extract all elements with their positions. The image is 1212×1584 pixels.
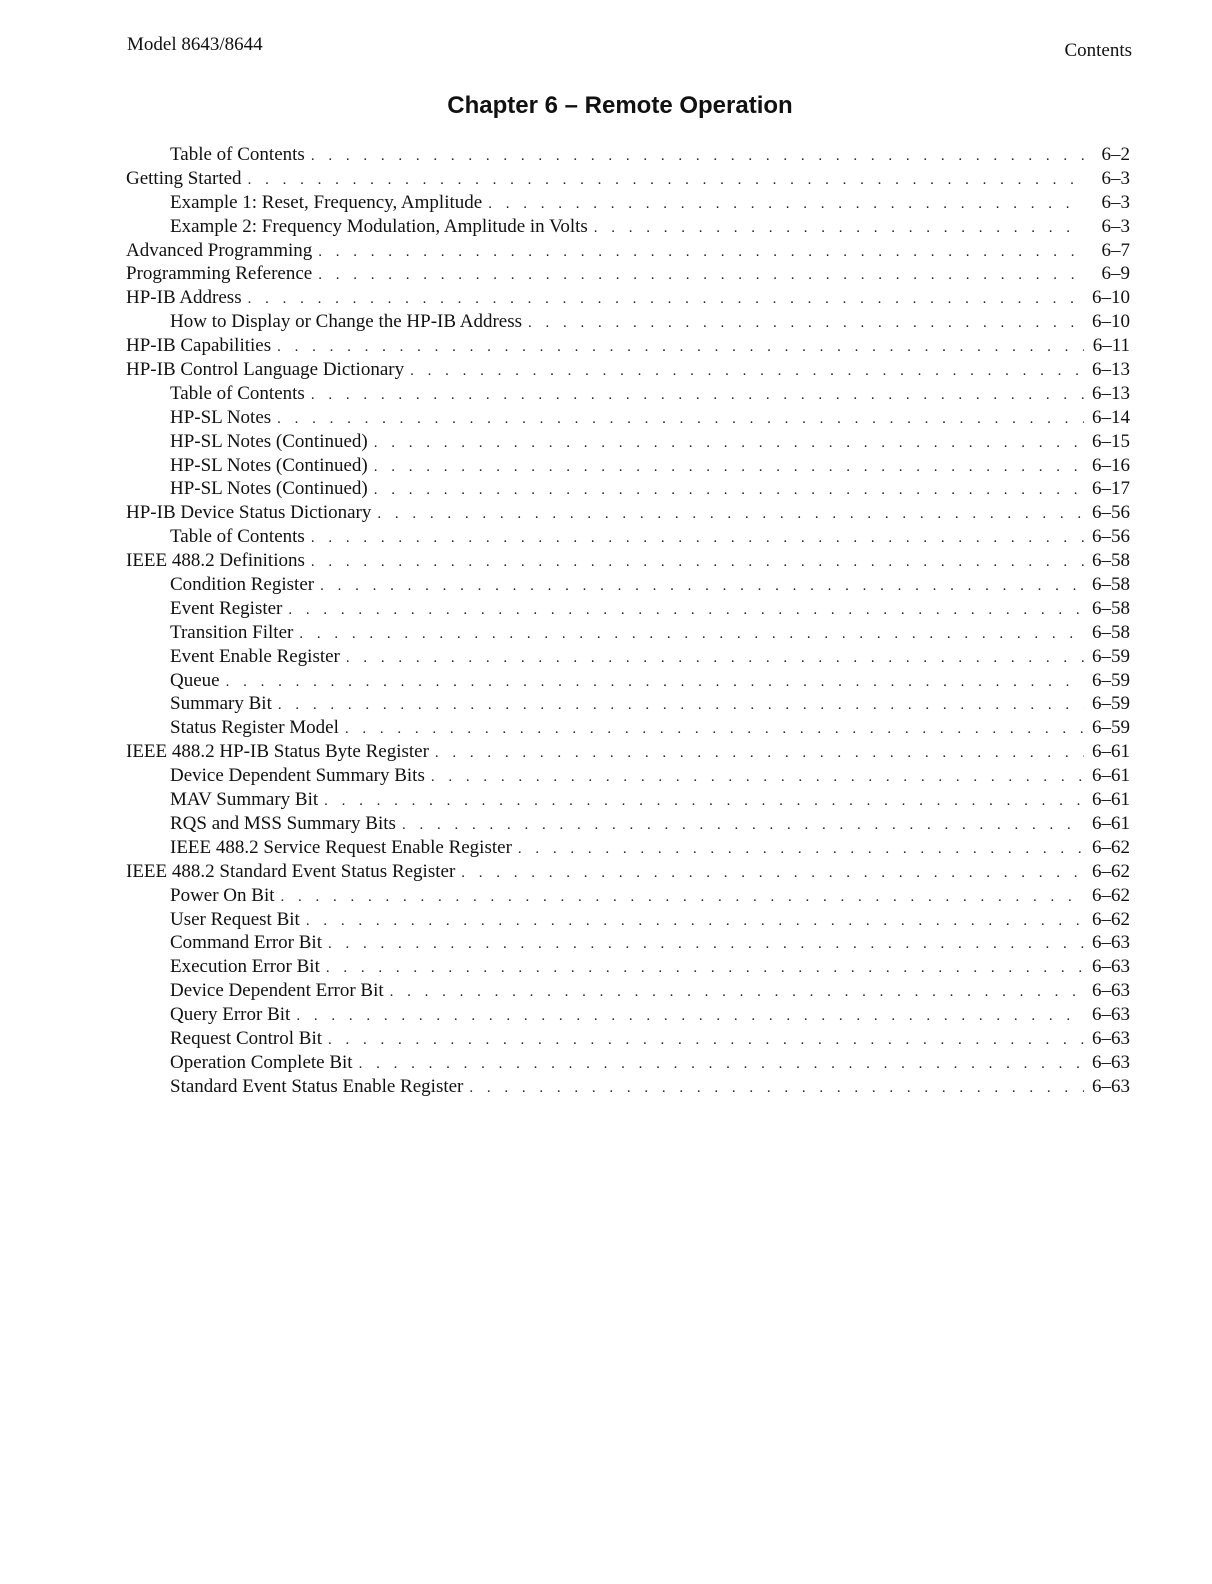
toc-entry-title: Table of Contents (170, 526, 305, 548)
toc-entry-title: HP-IB Capabilities (126, 335, 272, 357)
toc-entry[interactable] (122, 788, 1130, 812)
toc-entry-title: HP-SL Notes (Continued) (170, 430, 368, 452)
toc-entry-title: IEEE 488.2 Standard Event Status Register (126, 860, 456, 882)
toc-leader-dots (311, 551, 1084, 575)
toc-entry[interactable] (122, 669, 1130, 693)
toc-entry-title: How to Display or Change the HP-IB Address (170, 311, 522, 333)
toc-entry-page: 6–63 (1092, 1004, 1130, 1026)
toc-entry[interactable] (122, 501, 1130, 525)
toc-leader-dots (318, 241, 1084, 265)
toc-entry-page: 6–3 (1101, 215, 1130, 237)
toc-entry[interactable] (122, 549, 1130, 573)
toc-entry-page: 6–56 (1092, 526, 1130, 548)
toc-entry-page: 6–58 (1092, 621, 1130, 643)
toc-entry[interactable] (122, 477, 1130, 501)
toc-entry[interactable] (122, 860, 1130, 884)
toc-entry-page: 6–13 (1092, 382, 1130, 404)
toc-entry[interactable] (122, 931, 1130, 955)
toc-entry[interactable] (122, 382, 1130, 406)
toc-entry[interactable] (122, 430, 1130, 454)
toc-leader-dots (431, 766, 1084, 790)
toc-leader-dots (320, 575, 1084, 599)
toc-entry-page: 6–58 (1092, 574, 1130, 596)
toc-entry-page: 6–59 (1092, 693, 1130, 715)
toc-entry[interactable] (122, 143, 1130, 167)
toc-entry[interactable] (122, 740, 1130, 764)
toc-entry[interactable] (122, 645, 1130, 669)
toc-entry-page: 6–63 (1092, 1027, 1130, 1049)
toc-entry[interactable] (122, 764, 1130, 788)
toc-entry[interactable] (122, 1075, 1130, 1099)
toc-leader-dots (277, 336, 1084, 360)
toc-leader-dots (311, 384, 1084, 408)
toc-entry[interactable] (122, 884, 1130, 908)
toc-entry-page: 6–10 (1092, 311, 1130, 333)
toc-entry-title: Transition Filter (170, 621, 294, 643)
toc-leader-dots (328, 1029, 1084, 1053)
toc-entry-title: Execution Error Bit (170, 956, 320, 978)
toc-leader-dots (410, 360, 1084, 384)
toc-leader-dots (248, 288, 1084, 312)
toc-entry-title: HP-IB Device Status Dictionary (126, 502, 372, 524)
toc-entry-page: 6–63 (1092, 980, 1130, 1002)
toc-entry-title: Table of Contents (170, 382, 305, 404)
toc-entry-page: 6–13 (1092, 359, 1130, 381)
toc-entry[interactable] (122, 955, 1130, 979)
toc-leader-dots (306, 910, 1084, 934)
toc-entry-page: 6–62 (1092, 836, 1130, 858)
toc-leader-dots (311, 145, 1084, 169)
toc-entry-title: Operation Complete Bit (170, 1051, 353, 1073)
toc-entry[interactable] (122, 239, 1130, 263)
toc-entry[interactable] (122, 979, 1130, 1003)
toc-entry[interactable] (122, 525, 1130, 549)
toc-leader-dots (346, 647, 1084, 671)
toc-leader-dots (518, 838, 1084, 862)
toc-leader-dots (594, 217, 1084, 241)
toc-entry-title: HP-IB Control Language Dictionary (126, 359, 405, 381)
toc-leader-dots (328, 933, 1084, 957)
toc-entry-title: Standard Event Status Enable Register (170, 1075, 464, 1097)
toc-entry-title: Example 1: Reset, Frequency, Amplitude (170, 191, 483, 213)
toc-entry-page: 6–7 (1101, 239, 1130, 261)
chapter-title: Chapter 6 – Remote Operation (447, 92, 793, 119)
toc-entry-page: 6–3 (1101, 167, 1130, 189)
toc-entry[interactable] (122, 716, 1130, 740)
header-model: Model 8643/8644 (127, 34, 263, 55)
toc-entry[interactable] (122, 215, 1130, 239)
toc-entry[interactable] (122, 692, 1130, 716)
toc-leader-dots (374, 432, 1084, 456)
toc-entry-title: Device Dependent Summary Bits (170, 765, 425, 787)
toc-leader-dots (528, 312, 1084, 336)
toc-entry-page: 6–63 (1092, 1051, 1130, 1073)
toc-entry[interactable] (122, 908, 1130, 932)
toc-entry-page: 6–17 (1092, 478, 1130, 500)
toc-entry[interactable] (122, 621, 1130, 645)
toc-entry-title: Queue (170, 669, 220, 691)
toc-entry-title: HP-SL Notes (Continued) (170, 478, 368, 500)
toc-entry-title: Query Error Bit (170, 1004, 291, 1026)
toc-leader-dots (296, 1005, 1084, 1029)
toc-leader-dots (461, 862, 1084, 886)
toc-entry-title: Advanced Programming (126, 239, 313, 261)
toc-entry-title: IEEE 488.2 Definitions (126, 550, 305, 572)
toc-entry-title: HP-SL Notes (Continued) (170, 454, 368, 476)
toc-leader-dots (488, 193, 1084, 217)
toc-entry-page: 6–10 (1092, 287, 1130, 309)
toc-entry[interactable] (122, 358, 1130, 382)
toc-leader-dots (299, 623, 1084, 647)
toc-entry-title: HP-SL Notes (170, 406, 272, 428)
toc-entry[interactable] (122, 262, 1130, 286)
toc-entry-page: 6–61 (1092, 789, 1130, 811)
toc-entry-page: 6–59 (1092, 645, 1130, 667)
toc-leader-dots (248, 169, 1084, 193)
toc-leader-dots (374, 456, 1084, 480)
toc-entry-title: HP-IB Address (126, 287, 242, 309)
toc-entry-page: 6–58 (1092, 550, 1130, 572)
toc-leader-dots (359, 1053, 1084, 1077)
toc-entry-page: 6–15 (1092, 430, 1130, 452)
toc-entry[interactable] (122, 191, 1130, 215)
toc-entry-title: Request Control Bit (170, 1027, 322, 1049)
toc-entry[interactable] (122, 454, 1130, 478)
toc-leader-dots (390, 981, 1084, 1005)
toc-entry[interactable] (122, 573, 1130, 597)
toc-entry-title: IEEE 488.2 Service Request Enable Register (170, 836, 512, 858)
toc-leader-dots (281, 886, 1085, 910)
toc-entry[interactable] (122, 597, 1130, 621)
toc-entry-title: Summary Bit (170, 693, 272, 715)
toc-entry-title: Table of Contents (170, 144, 305, 165)
toc-entry[interactable] (122, 1027, 1130, 1051)
toc-entry-title: MAV Summary Bit (170, 789, 319, 811)
toc-entry-page: 6–62 (1092, 884, 1130, 906)
toc-entry-page: 6–63 (1092, 932, 1130, 954)
toc-entry-title: Power On Bit (170, 884, 275, 906)
toc-entry-page: 6–9 (1101, 263, 1130, 285)
toc-entry-page: 6–61 (1092, 741, 1130, 763)
toc-entry-title: Condition Register (170, 574, 315, 596)
toc-entry-title: Command Error Bit (170, 932, 322, 954)
toc-entry-title: RQS and MSS Summary Bits (170, 812, 396, 834)
header-section: Contents (1064, 40, 1132, 61)
toc-entry-title: IEEE 488.2 HP-IB Status Byte Register (126, 741, 429, 763)
toc-leader-dots (377, 503, 1084, 527)
toc-entry-title: Programming Reference (126, 263, 313, 285)
toc-entry-title: Event Enable Register (170, 645, 340, 667)
toc-leader-dots (402, 814, 1084, 838)
toc-leader-dots (345, 718, 1084, 742)
toc-entry-page: 6–56 (1092, 502, 1130, 524)
toc-entry[interactable] (122, 836, 1130, 860)
toc-entry-title: Device Dependent Error Bit (170, 980, 384, 1002)
toc-entry-title: Getting Started (126, 167, 242, 189)
table-of-contents (122, 143, 1130, 1099)
toc-leader-dots (469, 1077, 1084, 1101)
toc-leader-dots (324, 790, 1084, 814)
toc-leader-dots (374, 479, 1084, 503)
toc-entry[interactable] (122, 406, 1130, 430)
toc-leader-dots (226, 671, 1084, 695)
toc-entry-page: 6–59 (1092, 669, 1130, 691)
toc-entry-page: 6–3 (1101, 191, 1130, 213)
toc-entry-page: 6–63 (1092, 956, 1130, 978)
toc-entry[interactable] (122, 286, 1130, 310)
toc-entry-page: 6–59 (1092, 717, 1130, 739)
toc-entry-page: 6–16 (1092, 454, 1130, 476)
toc-leader-dots (326, 957, 1084, 981)
toc-leader-dots (278, 694, 1084, 718)
toc-leader-dots (318, 264, 1084, 288)
toc-entry-page: 6–62 (1092, 908, 1130, 930)
toc-entry-title: Status Register Model (170, 717, 339, 739)
toc-entry[interactable] (122, 310, 1130, 334)
toc-entry-page: 6–2 (1101, 144, 1130, 165)
toc-leader-dots (277, 408, 1084, 432)
toc-entry-title: User Request Bit (170, 908, 300, 930)
toc-entry-title: Event Register (170, 597, 283, 619)
toc-leader-dots (311, 527, 1084, 551)
toc-entry-title: Example 2: Frequency Modulation, Amplitude in Volts (170, 215, 588, 237)
toc-entry-page: 6–63 (1092, 1075, 1130, 1097)
toc-leader-dots (288, 599, 1084, 623)
toc-entry[interactable] (122, 1051, 1130, 1075)
toc-entry-page: 6–61 (1092, 812, 1130, 834)
toc-entry[interactable] (122, 167, 1130, 191)
toc-entry-page: 6–58 (1092, 597, 1130, 619)
toc-entry[interactable] (122, 812, 1130, 836)
toc-entry-page: 6–11 (1092, 335, 1130, 357)
toc-entry[interactable] (122, 1003, 1130, 1027)
toc-entry-page: 6–14 (1092, 406, 1130, 428)
toc-leader-dots (435, 742, 1084, 766)
toc-entry[interactable] (122, 334, 1130, 358)
toc-entry-page: 6–61 (1092, 765, 1130, 787)
toc-entry-page: 6–62 (1092, 860, 1130, 882)
